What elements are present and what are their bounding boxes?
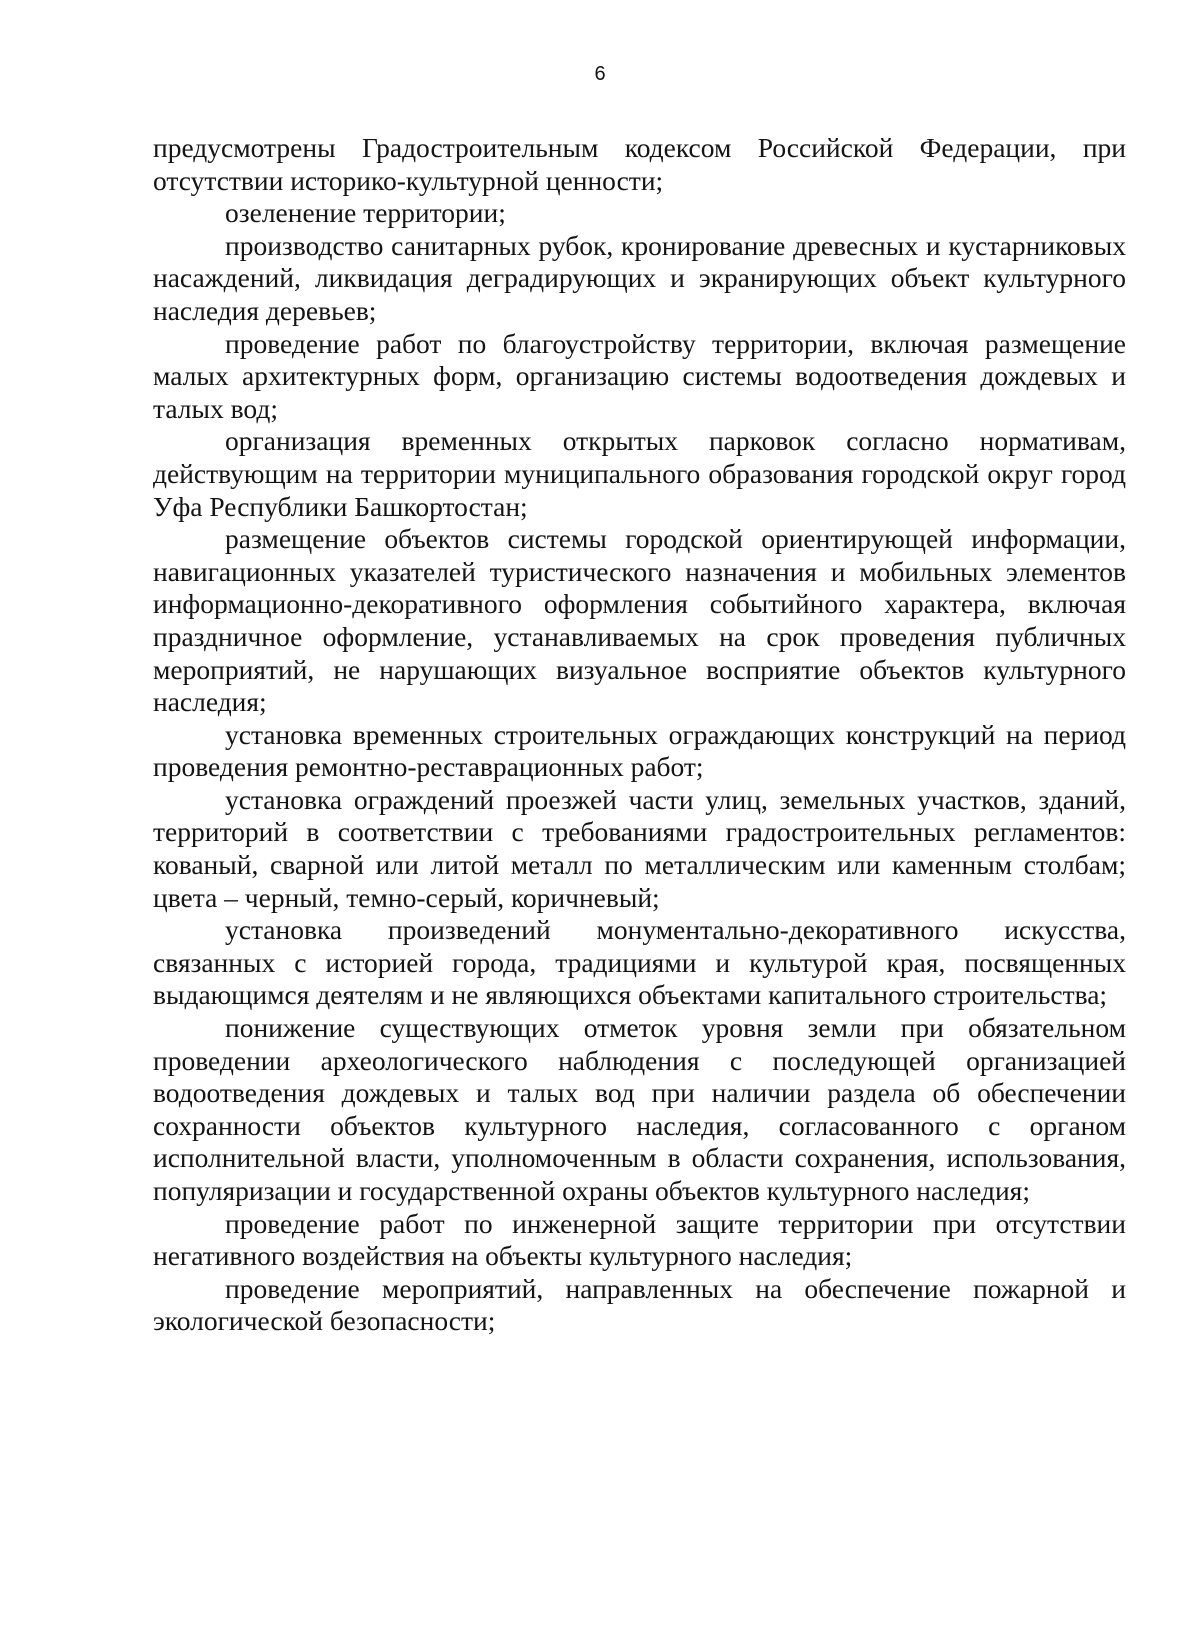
paragraph-orientation-info: размещение объектов системы городской ориентирующей информации, навигационных указателей туристического назначения и мобильных элементов информационно-декоративного оформления событийного характера, включая праздничное оформление, устанавливаемых на срок проведения публичных мероприятий, не нарушающих визуальное восприятие объектов культурного наследия; [153, 523, 1126, 718]
paragraph-temporary-parking: организация временных открытых парковок согласно нормативам, действующим на территории муниципального образования городской округ город Уфа Республики Башкортостан; [153, 425, 1126, 522]
paragraph-improvement-works: проведение работ по благоустройству территории, включая размещение малых архитектурных форм, организацию системы водоотведения дождевых и талых вод; [153, 327, 1126, 424]
paragraph-ground-level: понижение существующих отметок уровня земли при обязательном проведении археологического наблюдения с последующей организацией водоотведения дождевых и талых вод при наличии раздела об обеспечении сохранности объектов культурного наследия, согласованного с органом исполнительной власти, уполномоченным в области сохранения, использования, популяризации и государственной охраны объектов культурного наследия; [153, 1012, 1126, 1206]
paragraph-continued: предусмотрены Градостроительным кодексом Российской Федерации, при отсутствии историко-культурной ценности; [153, 132, 1126, 196]
paragraph-engineering-protection: проведение работ по инженерной защите территории при отсутствии негативного воздействия на объекты культурного наследия; [153, 1207, 1126, 1272]
paragraph-monumental-art: установка произведений монументально-декоративного искусства, связанных с историей города, традициями и культурой края, посвященных выдающимся деятелям и не являющихся объектами капитального строительства; [153, 914, 1126, 1011]
page-number: 6 [594, 63, 606, 85]
paragraph-fire-safety: проведение мероприятий, направленных на обеспечение пожарной и экологической безопасности; [153, 1272, 1126, 1337]
document-body [153, 132, 1126, 1338]
paragraph-street-fences: установка ограждений проезжей части улиц, земельных участков, зданий, территорий в соответствии с требованиями градостроительных регламентов: кованый, сварной или литой металл по металлическим или каменным столбам; цвета – черный, темно-серый, коричневый; [153, 783, 1126, 913]
paragraph-sanitary-felling: производство санитарных рубок, кронирование древесных и кустарниковых насаждений, ликвидация деградирующих и экранирующих объект культурного наследия деревьев; [153, 229, 1126, 326]
paragraph-temporary-fences: установка временных строительных ограждающих конструкций на период проведения ремонтно-реставрационных работ; [153, 718, 1126, 783]
paragraph-landscaping: озеленение территории; [225, 197, 506, 229]
